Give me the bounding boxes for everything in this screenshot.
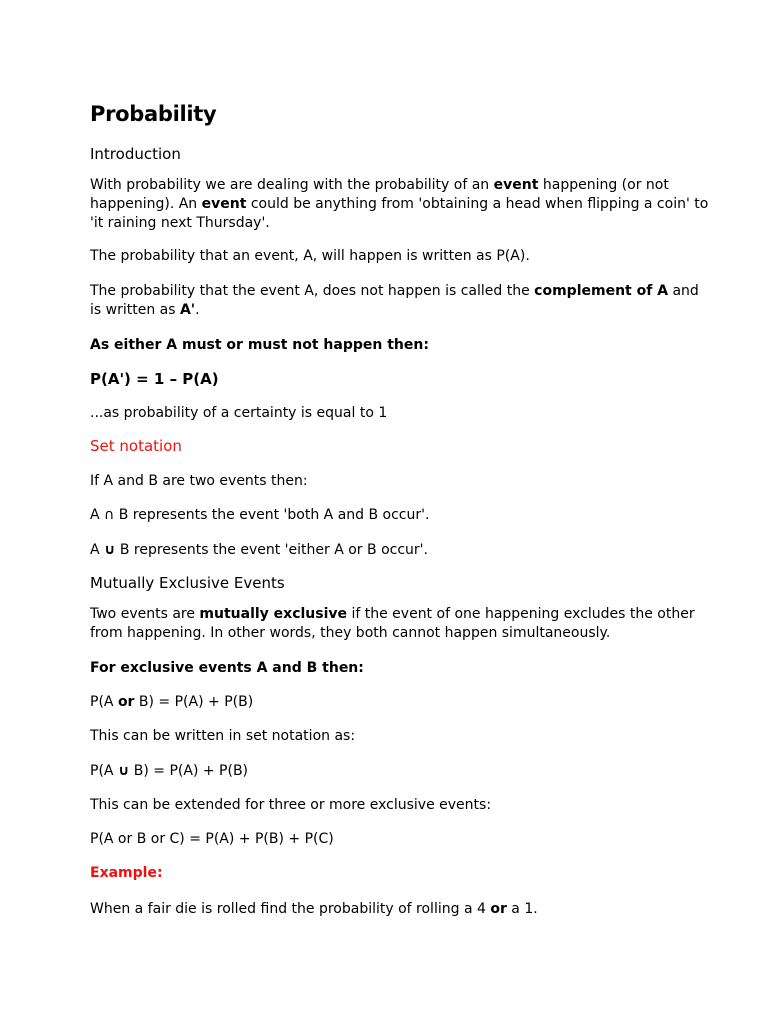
certainty-note: ...as probability of a certainty is equal to 1 xyxy=(90,405,388,421)
bold-term-complement: complement of A xyxy=(534,283,669,299)
text-run: When a fair die is rolled find the probability of rolling a 4 xyxy=(90,901,491,917)
example-question xyxy=(90,900,538,920)
complement-paragraph-line-2 xyxy=(90,301,200,321)
complement-formula: P(A') = 1 – P(A) xyxy=(90,370,219,388)
intro-paragraph-line-2 xyxy=(90,195,708,215)
extension-note: This can be extended for three or more exclusive events: xyxy=(90,797,492,813)
exclusive-events-heading: For exclusive events A and B then: xyxy=(90,660,364,676)
bold-or: or xyxy=(490,901,507,917)
text-run: B) = P(A) + P(B) xyxy=(129,763,249,779)
set-notation-note: This can be written in set notation as: xyxy=(90,728,356,744)
text-run: happening (or not xyxy=(538,177,669,193)
intro-paragraph-line-3: 'it raining next Thursday'. xyxy=(90,215,270,231)
bold-term-event: event xyxy=(493,177,539,193)
intersection-symbol: ∩ xyxy=(104,507,115,523)
text-run: happening). An xyxy=(90,196,202,212)
intersection-text xyxy=(90,506,429,526)
union-formula xyxy=(90,762,248,782)
set-notation-heading: Set notation xyxy=(90,437,182,455)
text-run: . xyxy=(195,302,200,318)
or-formula xyxy=(90,693,253,713)
text-run: The probability that the event A, does not happen is called the xyxy=(90,283,535,299)
text-run: With probability we are dealing with the probability of an xyxy=(90,177,494,193)
page-title: Probability xyxy=(90,102,217,126)
bold-term-mutually-exclusive: mutually exclusive xyxy=(199,606,348,622)
text-run: is written as xyxy=(90,302,180,318)
union-symbol: ∪ xyxy=(104,542,116,558)
text-run: and xyxy=(668,283,699,299)
text-run: B) = P(A) + P(B) xyxy=(134,694,254,710)
text-run: if the event of one happening excludes the other xyxy=(347,606,695,622)
union-text xyxy=(90,541,428,561)
mutually-exclusive-heading: Mutually Exclusive Events xyxy=(90,574,285,592)
bold-term-a-prime: A' xyxy=(179,302,196,318)
two-events-text: If A and B are two events then: xyxy=(90,473,308,489)
example-heading: Example: xyxy=(90,865,163,881)
text-run: A xyxy=(90,542,105,558)
bold-term-event: event xyxy=(201,196,247,212)
probability-definition-text: The probability that an event, A, will happen is written as P(A). xyxy=(90,248,530,264)
text-run: A xyxy=(90,507,105,523)
either-must-heading: As either A must or must not happen then: xyxy=(90,337,429,353)
text-run: P(A xyxy=(90,694,118,710)
mutually-exclusive-line-2: from happening. In other words, they both cannot happen simultaneously. xyxy=(90,625,611,641)
three-events-formula: P(A or B or C) = P(A) + P(B) + P(C) xyxy=(90,831,334,847)
text-run: a 1. xyxy=(506,901,538,917)
text-run: Two events are xyxy=(90,606,200,622)
text-run: P(A xyxy=(90,763,118,779)
complement-paragraph-line-1 xyxy=(90,282,699,302)
text-run: B represents the event 'both A and B occur'. xyxy=(114,507,430,523)
introduction-heading: Introduction xyxy=(90,145,181,163)
mutually-exclusive-line-1 xyxy=(90,605,695,625)
text-run: could be anything from 'obtaining a head when flipping a coin' to xyxy=(246,196,709,212)
text-run: B represents the event 'either A or B occur'. xyxy=(115,542,428,558)
intro-paragraph-line-1 xyxy=(90,176,669,196)
union-symbol: ∪ xyxy=(117,763,130,779)
bold-or: or xyxy=(117,694,135,710)
